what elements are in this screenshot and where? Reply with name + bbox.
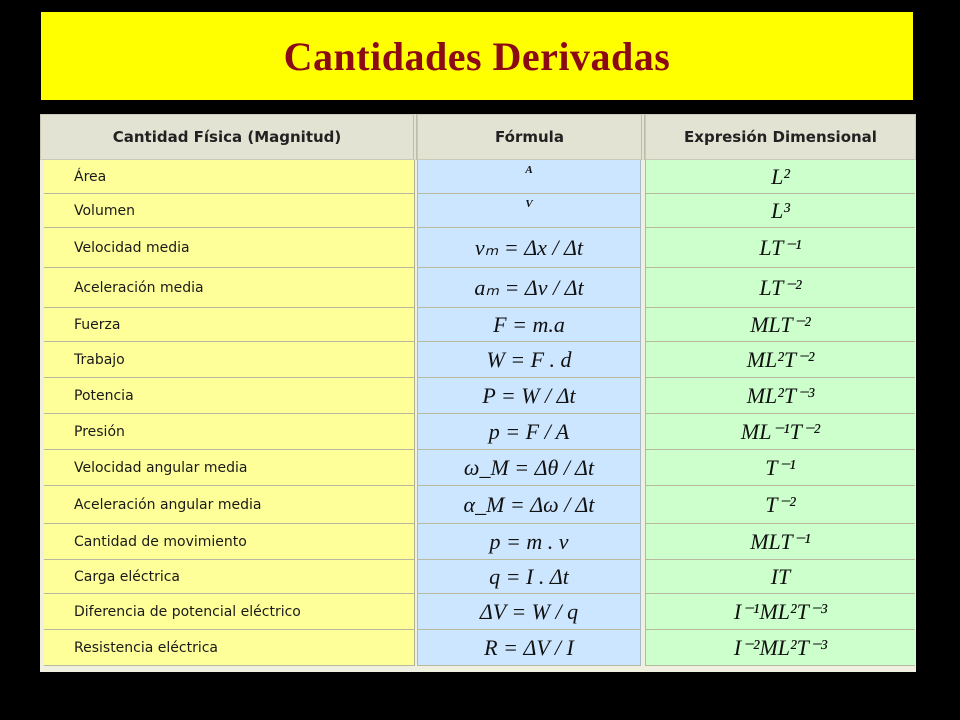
table-row	[40, 378, 916, 414]
quantity-name: Velocidad media	[44, 228, 415, 268]
formula-cell: R = ΔV / I	[417, 630, 641, 666]
dimension-cell: MLT⁻¹	[645, 524, 915, 560]
dimension-cell: LT⁻¹	[645, 228, 915, 268]
derived-quantities-table	[40, 114, 916, 672]
table-row	[40, 414, 916, 450]
dimension-cell: L²	[645, 160, 915, 194]
formula-cell: ΔV = W / q	[417, 594, 641, 630]
dimension-cell: ML²T⁻³	[645, 378, 915, 414]
formula-cell: ω_M = Δθ / Δt	[417, 450, 641, 486]
dimension-cell: LT⁻²	[645, 268, 915, 308]
dimension-cell: T⁻¹	[645, 450, 915, 486]
table-row	[40, 160, 916, 194]
header-dimension: Expresión Dimensional	[645, 114, 916, 160]
dimension-cell: ML⁻¹T⁻²	[645, 414, 915, 450]
quantity-name: Potencia	[44, 378, 415, 414]
dimension-cell: T⁻²	[645, 486, 915, 524]
quantity-name: Cantidad de movimiento	[44, 524, 415, 560]
dimension-cell: L³	[645, 194, 915, 228]
formula-cell: aₘ = Δv / Δt	[417, 268, 641, 308]
formula-cell: A	[417, 160, 641, 194]
formula-cell: W = F . d	[417, 342, 641, 378]
quantity-name: Resistencia eléctrica	[44, 630, 415, 666]
dimension-cell: MLT⁻²	[645, 308, 915, 342]
formula-cell: q = I . Δt	[417, 560, 641, 594]
formula-cell: p = m . v	[417, 524, 641, 560]
page-title: Cantidades Derivadas	[283, 33, 671, 79]
table-row	[40, 594, 916, 630]
quantity-name: Carga eléctrica	[44, 560, 415, 594]
quantity-name: Velocidad angular media	[44, 450, 415, 486]
title-banner	[41, 12, 913, 100]
table-row	[40, 228, 916, 268]
formula-cell: V	[417, 194, 641, 228]
table-row	[40, 194, 916, 228]
quantity-name: Aceleración media	[44, 268, 415, 308]
table-row	[40, 450, 916, 486]
table-row	[40, 560, 916, 594]
dimension-cell: IT	[645, 560, 915, 594]
formula-cell: α_M = Δω / Δt	[417, 486, 641, 524]
table-row	[40, 342, 916, 378]
dimension-cell: I⁻¹ML²T⁻³	[645, 594, 915, 630]
quantity-name: Volumen	[44, 194, 415, 228]
quantity-name: Diferencia de potencial eléctrico	[44, 594, 415, 630]
table-row	[40, 524, 916, 560]
quantity-name: Trabajo	[44, 342, 415, 378]
table-row	[40, 630, 916, 666]
quantity-name: Presión	[44, 414, 415, 450]
table-row	[40, 308, 916, 342]
table-row	[40, 268, 916, 308]
quantity-name: Aceleración angular media	[44, 486, 415, 524]
formula-cell: vₘ = Δx / Δt	[417, 228, 641, 268]
header-quantity: Cantidad Física (Magnitud)	[40, 114, 417, 160]
table-row	[40, 486, 916, 524]
quantity-name: Fuerza	[44, 308, 415, 342]
quantity-name: Área	[44, 160, 415, 194]
formula-cell: p = F / A	[417, 414, 641, 450]
dimension-cell: ML²T⁻²	[645, 342, 915, 378]
header-formula: Fórmula	[417, 114, 645, 160]
formula-cell: P = W / Δt	[417, 378, 641, 414]
formula-cell: F = m.a	[417, 308, 641, 342]
dimension-cell: I⁻²ML²T⁻³	[645, 630, 915, 666]
